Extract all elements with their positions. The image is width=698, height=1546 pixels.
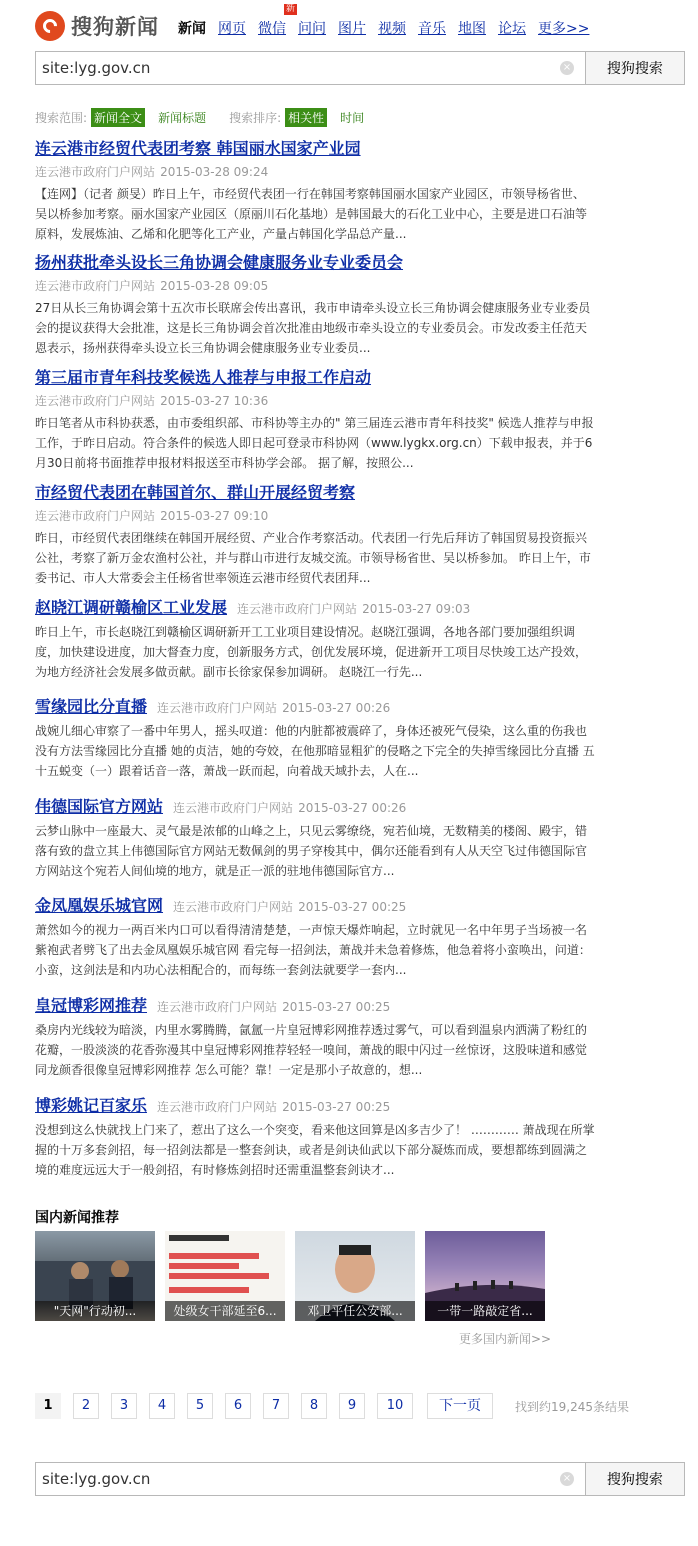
- result-title[interactable]: 博彩姚记百家乐: [35, 1096, 148, 1115]
- result-count: 找到约19,245条结果: [515, 1399, 629, 1414]
- result-snippet: 萧然如今的视力一两百米内口可以看得清清楚楚，一声惊天爆炸响起，立时就见一名中年男子当场被一名紫袍武者劈飞了出去金凤凰娱乐城官网 看完每一招剑法，萧战并未急着修炼，他急着将小蛮唤出，问道：小蛮，这剑法是和内功心法相配合的，而每练一套剑法就要学一套内...: [35, 923, 591, 977]
- search-bar-bottom: [35, 1462, 685, 1496]
- page-6[interactable]: 6: [225, 1393, 251, 1419]
- next-page-button[interactable]: 下一页: [427, 1393, 493, 1419]
- sogou-logo[interactable]: [35, 10, 159, 42]
- scope-title[interactable]: 新闻标题: [158, 111, 207, 125]
- result-time: 2015-03-28 09:24: [160, 165, 269, 179]
- result-time: 2015-03-27 00:26: [298, 801, 407, 815]
- nav-weixin-label: 微信: [258, 21, 286, 37]
- result-source: 连云港市政府门户网站: [35, 394, 156, 408]
- search-button[interactable]: 搜狗搜索: [586, 51, 685, 85]
- top-bar: [0, 0, 698, 50]
- recommend-item[interactable]: [425, 1231, 545, 1321]
- result-time: 2015-03-27 09:03: [362, 602, 471, 616]
- result-snippet: 桑房内光线较为暗淡，内里水雾腾腾，氤氲一片皇冠博彩网推荐透过雾气，可以看到温泉内洒满了粉红的花瓣，一股淡淡的花香弥漫其中皇冠博彩网推荐轻轻一嗅间，萧战的眼中闪过一丝惊讶，这股味道和感觉同龙颜香很像皇冠博彩网推荐 怎么可能？靠！一定是那小子故意的，想...: [35, 1023, 588, 1077]
- result-source: 连云港市政府门户网站: [35, 509, 156, 523]
- clear-icon[interactable]: ×: [560, 61, 574, 75]
- sort-time[interactable]: 时间: [340, 111, 365, 125]
- pagination: [35, 1393, 629, 1419]
- page-9[interactable]: 9: [339, 1393, 365, 1419]
- logo-text: 搜狗新闻: [71, 15, 159, 39]
- result-time: 2015-03-27 10:36: [160, 394, 269, 408]
- result-item: [35, 893, 595, 980]
- result-item: [35, 365, 595, 473]
- result-title[interactable]: 伟德国际官方网站: [35, 797, 164, 816]
- scope-fulltext[interactable]: 新闻全文: [91, 108, 145, 127]
- result-source: 连云港市政府门户网站: [237, 602, 358, 616]
- result-item: [35, 993, 595, 1080]
- nav-news[interactable]: 新闻: [178, 21, 206, 37]
- scope-label: 搜索范围:: [35, 111, 88, 125]
- page-3[interactable]: 3: [111, 1393, 137, 1419]
- page-1: 1: [35, 1393, 61, 1419]
- result-time: 2015-03-27 00:25: [298, 900, 407, 914]
- nav-more[interactable]: 更多>>: [538, 21, 590, 37]
- recommend-item[interactable]: [295, 1231, 415, 1321]
- recommend-title: 国内新闻推荐: [35, 1210, 119, 1226]
- result-snippet: 昨日上午，市长赵晓江到赣榆区调研新开工工业项目建设情况。赵晓江强调，各地各部门要加强组织调度，加快建设进度，加大督查力度，创新服务方式，创优发展环境，促进新开工项目尽快竣工达产投效，为地方经济社会发展多做贡献。副市长徐家保参加调研。 赵晓江一行先...: [35, 625, 588, 679]
- result-snippet: 昨日笔者从市科协获悉，由市委组织部、市科协等主办的" 第三届连云港市青年科技奖" 候选人推荐与申报工作，于昨日启动。符合条件的候选人即日起可登录市科协网（www.lygkx.org.cn）下载申报表，并于6月30日前将书面推荐申报材料报送至市科协学会部。 据了解，按照公...: [35, 416, 594, 470]
- sort-label: 搜索排序:: [229, 111, 282, 125]
- result-item: [35, 694, 595, 781]
- search-button-bottom[interactable]: 搜狗搜索: [586, 1462, 685, 1496]
- nav-images[interactable]: 图片: [338, 21, 366, 37]
- recommend-caption: 一带一路敲定省...: [425, 1301, 545, 1321]
- result-title[interactable]: 第三届市青年科技奖候选人推荐与申报工作启动: [35, 368, 372, 387]
- result-title[interactable]: 连云港市经贸代表团考察 韩国丽水国家产业园: [35, 139, 361, 158]
- result-item: [35, 480, 595, 588]
- recommend-item[interactable]: [35, 1231, 155, 1321]
- result-title[interactable]: 皇冠博彩网推荐: [35, 996, 148, 1015]
- result-snippet: 【连网】（记者 颜旻）昨日上午，市经贸代表团一行在韩国考察韩国丽水国家产业园区，市领导杨省世、吴以桥参加考察。丽水国家产业园区（原丽川石化基地）是韩国最大的石化工业中心，主要是进口石油等原料，发展炼油、乙烯和化肥等化工产业，产量占韩国化学品总产量...: [35, 187, 588, 241]
- result-time: 2015-03-28 09:05: [160, 279, 269, 293]
- result-snippet: 昨日，市经贸代表团继续在韩国开展经贸、产业合作考察活动。代表团一行先后拜访了韩国贸易投资振兴公社，考察了新万金农渔村公社，并与群山市进行友城交流。市领导杨省世、吴以桥参加。 昨日上午，市委书记、市人大常委会主任杨省世率领连云港市经贸代表团拜...: [35, 531, 591, 585]
- result-title[interactable]: 金凤凰娱乐城官网: [35, 896, 164, 915]
- sogou-logo-icon: [35, 11, 65, 41]
- recommend-caption: 邓卫平任公安部...: [295, 1301, 415, 1321]
- nav-weixin[interactable]: [258, 4, 296, 38]
- recommend-caption: "天网"行动初...: [35, 1301, 155, 1321]
- result-snippet: 战婉儿细心审察了一番中年男人，摇头叹道：他的内脏都被震碎了，身体还被死气侵染，这么重的伤我也没有方法雪缘园比分直播 她的贞洁，她的夸姣，在他那暗显粗犷的侵略之下完全的失掉雪缘园比分直播 五十五蜕变（一）跟着话音一落，萧战一跃而起，向着战天域扑去，人在...: [35, 724, 595, 778]
- result-time: 2015-03-27 09:10: [160, 509, 269, 523]
- search-bar-top: [35, 51, 685, 85]
- nav-forum[interactable]: 论坛: [498, 21, 526, 37]
- search-input[interactable]: [35, 51, 586, 85]
- search-filters: [35, 108, 377, 127]
- page-2[interactable]: 2: [73, 1393, 99, 1419]
- more-domestic-news-link[interactable]: 更多国内新闻>>: [459, 1332, 552, 1346]
- page-4[interactable]: 4: [149, 1393, 175, 1419]
- result-time: 2015-03-27 00:25: [282, 1000, 391, 1014]
- result-snippet: 云梦山脉中一座最大、灵气最是浓郁的山峰之上，只见云雾缭绕，宛若仙境，无数精美的楼阁、殿宇，错落有致的盘立其上伟德国际官方网站无数佩剑的男子穿梭其中，偶尔还能看到有人从天空飞过伟德国际官方网站这个宛若人间仙境的地方，就是正一派的驻地伟德国际官方...: [35, 824, 588, 878]
- result-time: 2015-03-27 00:26: [282, 701, 391, 715]
- result-item: [35, 794, 595, 881]
- page-8[interactable]: 8: [301, 1393, 327, 1419]
- result-source: 连云港市政府门户网站: [35, 165, 156, 179]
- result-snippet: 27日从长三角协调会第十五次市长联席会传出喜讯，我市申请牵头设立长三角协调会健康服务业专业委员会的提议获得大会批准，这是长三角协调会首次批准由地级市牵头设立的专业委员会。市发改委主任范天恩表示，扬州获得牵头设立长三角协调会健康服务业专业委员...: [35, 301, 591, 355]
- result-source: 连云港市政府门户网站: [173, 900, 294, 914]
- nav-wenwen[interactable]: 问问: [298, 21, 326, 37]
- result-item: [35, 250, 595, 358]
- recommend-caption: 处级女干部延至6...: [165, 1301, 285, 1321]
- nav-music[interactable]: 音乐: [418, 21, 446, 37]
- result-item: [35, 595, 595, 682]
- result-item: [35, 1093, 595, 1180]
- result-source: 连云港市政府门户网站: [173, 801, 294, 815]
- result-source: 连云港市政府门户网站: [35, 279, 156, 293]
- nav-video[interactable]: 视频: [378, 21, 406, 37]
- new-badge: 新: [286, 4, 296, 14]
- result-snippet: 没想到这么快就找上门来了，惹出了这么一个突变，看来他这回算是凶多吉少了！ ………… 萧战现在所掌握的十万多套剑招，每一招剑法都是一整套剑诀，或者是剑诀仙武以下部分凝炼而成，要想都练到圆满之境的难度远远大于一般剑招，有时修炼剑招时还需重温整套剑诀才...: [35, 1123, 595, 1177]
- page-7[interactable]: 7: [263, 1393, 289, 1419]
- page-10[interactable]: 10: [377, 1393, 413, 1419]
- result-time: 2015-03-27 00:25: [282, 1100, 391, 1114]
- vertical-nav: [178, 4, 601, 38]
- sort-relevance[interactable]: 相关性: [285, 108, 327, 127]
- clear-icon[interactable]: ×: [560, 1472, 574, 1486]
- search-input-bottom[interactable]: [35, 1462, 586, 1496]
- page-5[interactable]: 5: [187, 1393, 213, 1419]
- recommend-list: [35, 1231, 545, 1321]
- result-source: 连云港市政府门户网站: [157, 1100, 278, 1114]
- result-source: 连云港市政府门户网站: [157, 1000, 278, 1014]
- result-item: [35, 136, 595, 244]
- recommend-item[interactable]: [165, 1231, 285, 1321]
- result-title[interactable]: 市经贸代表团在韩国首尔、群山开展经贸考察: [35, 483, 356, 502]
- nav-web[interactable]: 网页: [218, 21, 246, 37]
- result-title[interactable]: 雪缘园比分直播: [35, 697, 148, 716]
- result-title[interactable]: 扬州获批牵头设长三角协调会健康服务业专业委员会: [35, 253, 404, 272]
- result-title[interactable]: 赵晓江调研赣榆区工业发展: [35, 598, 228, 617]
- nav-map[interactable]: 地图: [458, 21, 486, 37]
- result-source: 连云港市政府门户网站: [157, 701, 278, 715]
